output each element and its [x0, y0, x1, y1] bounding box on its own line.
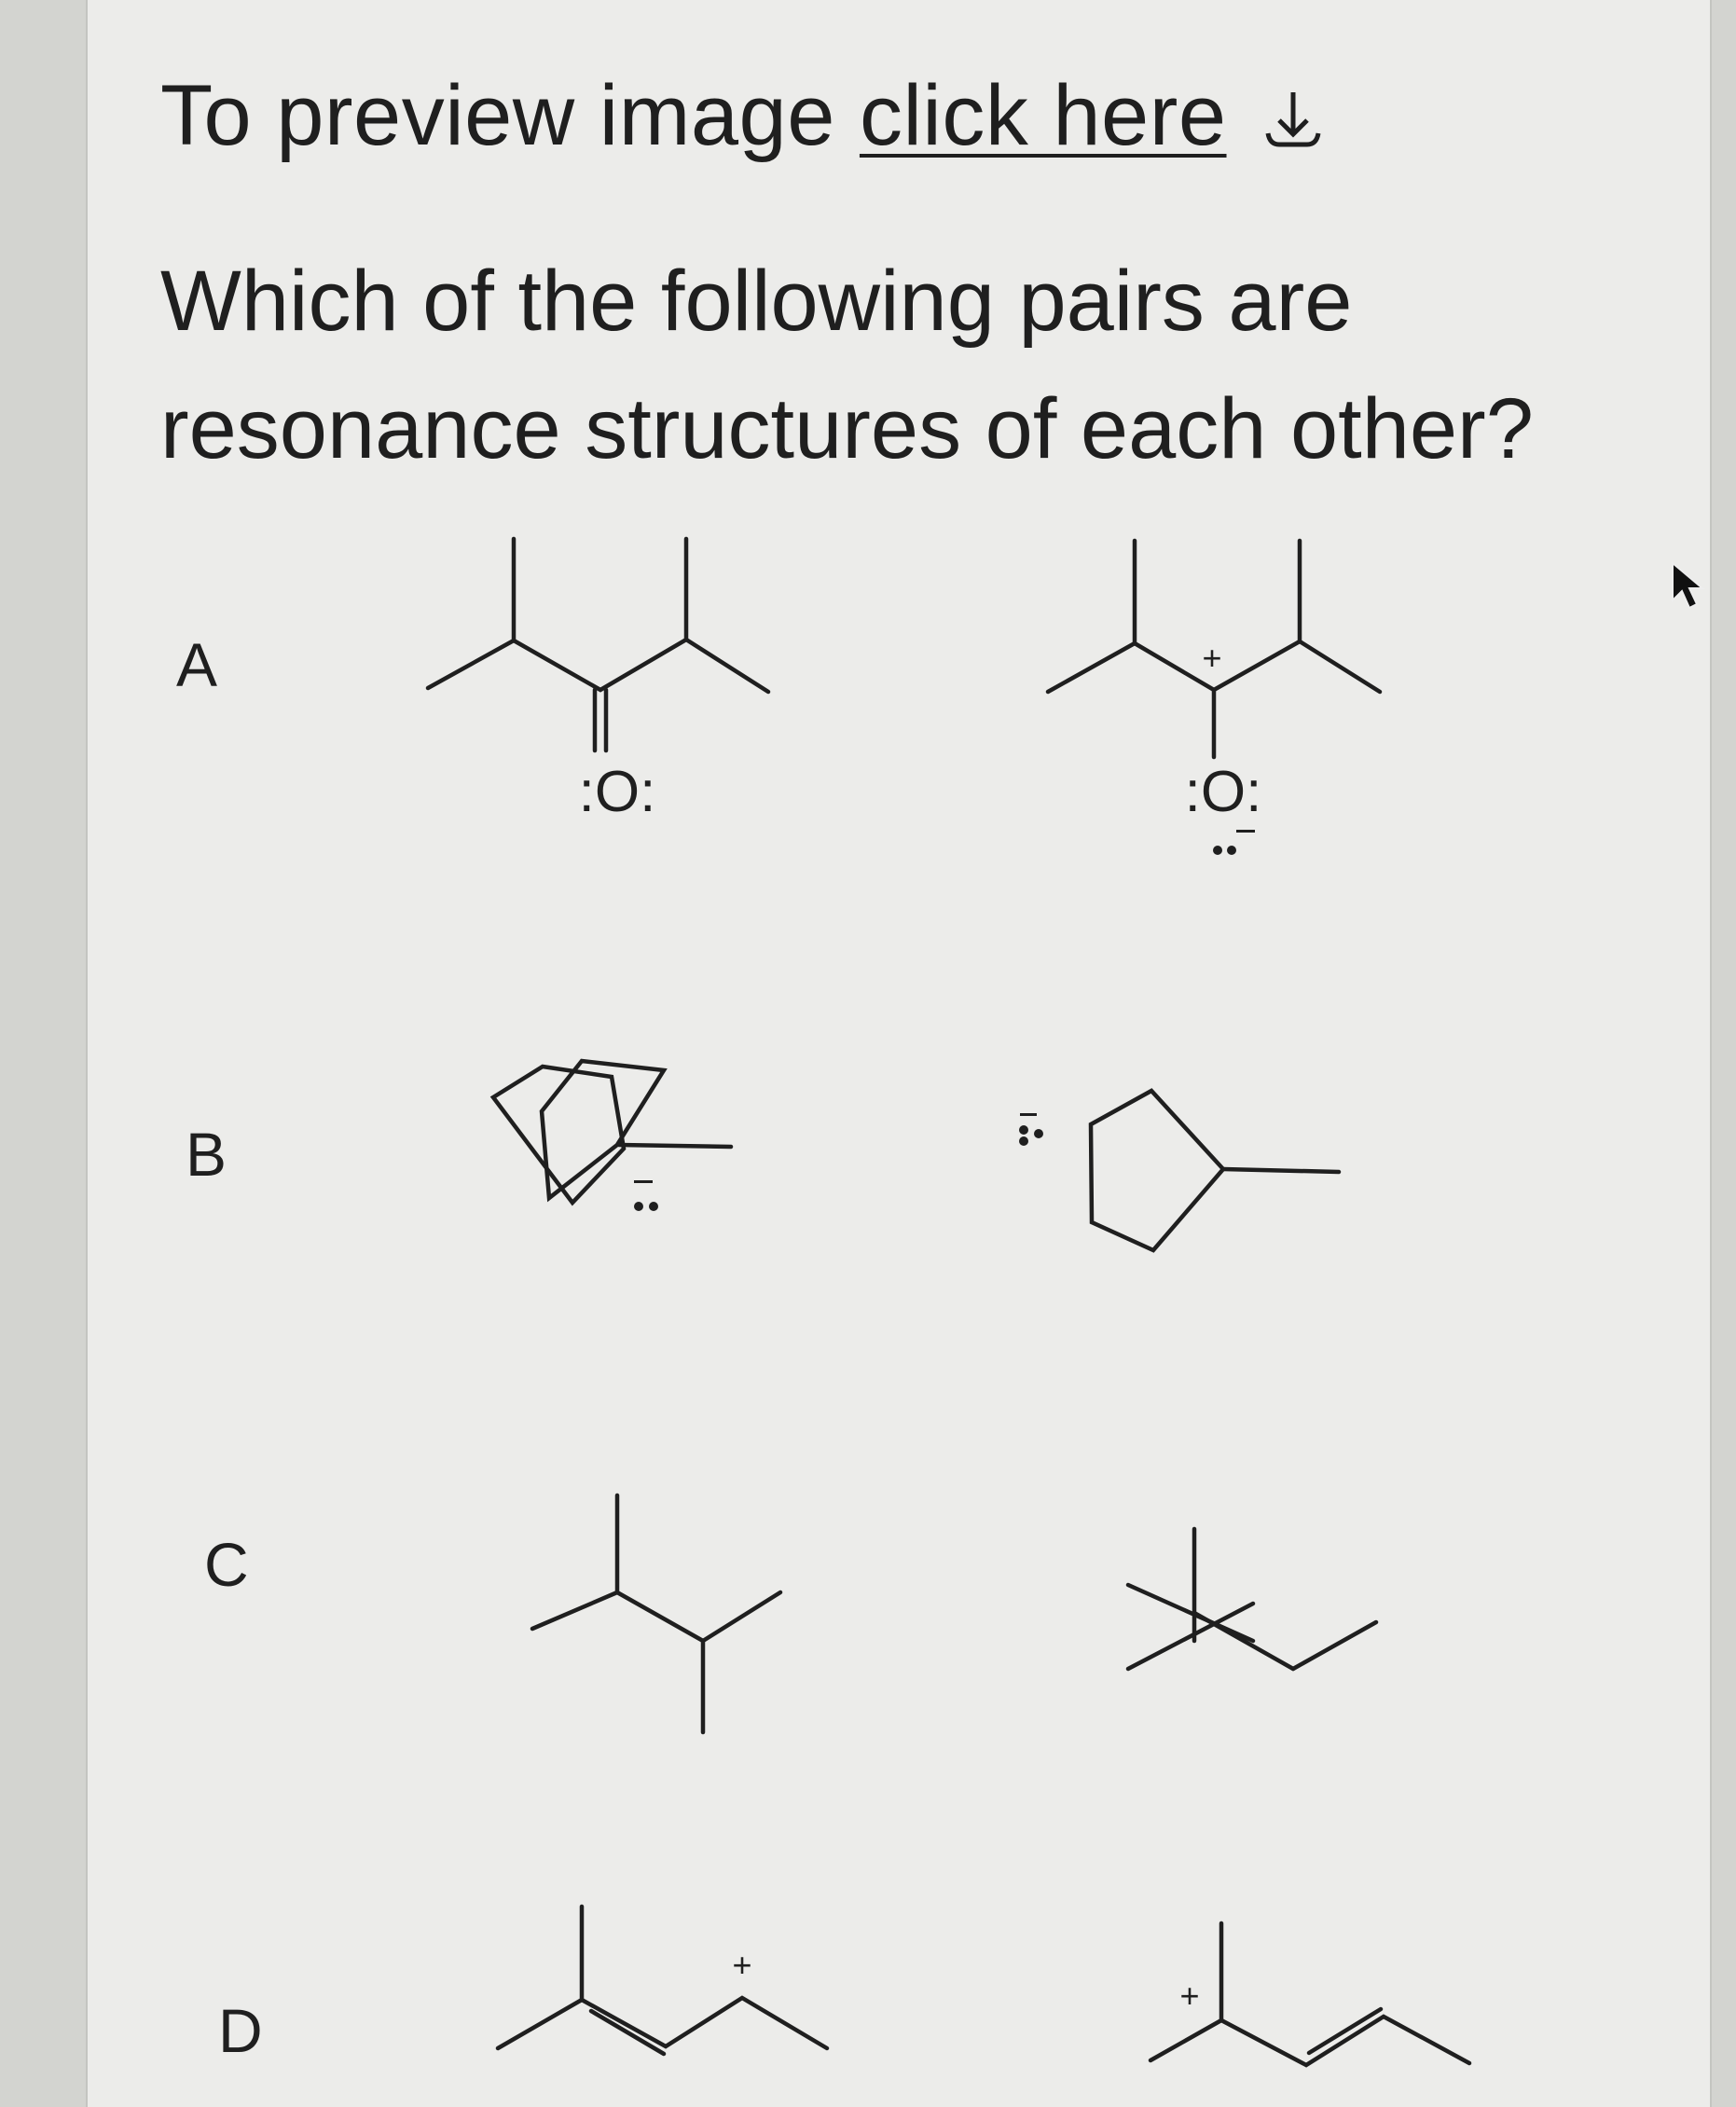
- option-c-label[interactable]: C: [204, 1530, 249, 1599]
- click-here-link[interactable]: click here: [859, 68, 1227, 163]
- option-d-right-charge: +: [1179, 1976, 1200, 2015]
- option-a-right-charge: +: [1202, 639, 1222, 677]
- option-c-right-structure[interactable]: [1128, 1529, 1376, 1669]
- option-d-left-charge: +: [732, 1946, 752, 1984]
- option-a-left-oxygen: :O:: [578, 760, 656, 824]
- option-b-right-structure[interactable]: [1091, 1091, 1339, 1250]
- preview-label: To preview image: [160, 68, 860, 163]
- mouse-pointer-icon: [1669, 559, 1712, 616]
- option-b-left-structure[interactable]: [493, 1061, 731, 1203]
- question-panel: [86, 0, 1712, 2107]
- option-c-left-structure[interactable]: [532, 1495, 780, 1732]
- question-text: Which of the following pairs are resonance structures of each other?: [160, 254, 1534, 476]
- option-b-label[interactable]: B: [186, 1120, 227, 1189]
- option-a-label[interactable]: A: [176, 630, 218, 699]
- option-d-label[interactable]: D: [218, 1996, 263, 2065]
- structures-canvas: [88, 0, 1710, 2107]
- option-a-left-structure[interactable]: [428, 539, 768, 751]
- option-a-right-oxygen: :O:: [1184, 760, 1262, 824]
- option-d-left-structure[interactable]: [498, 1907, 827, 2054]
